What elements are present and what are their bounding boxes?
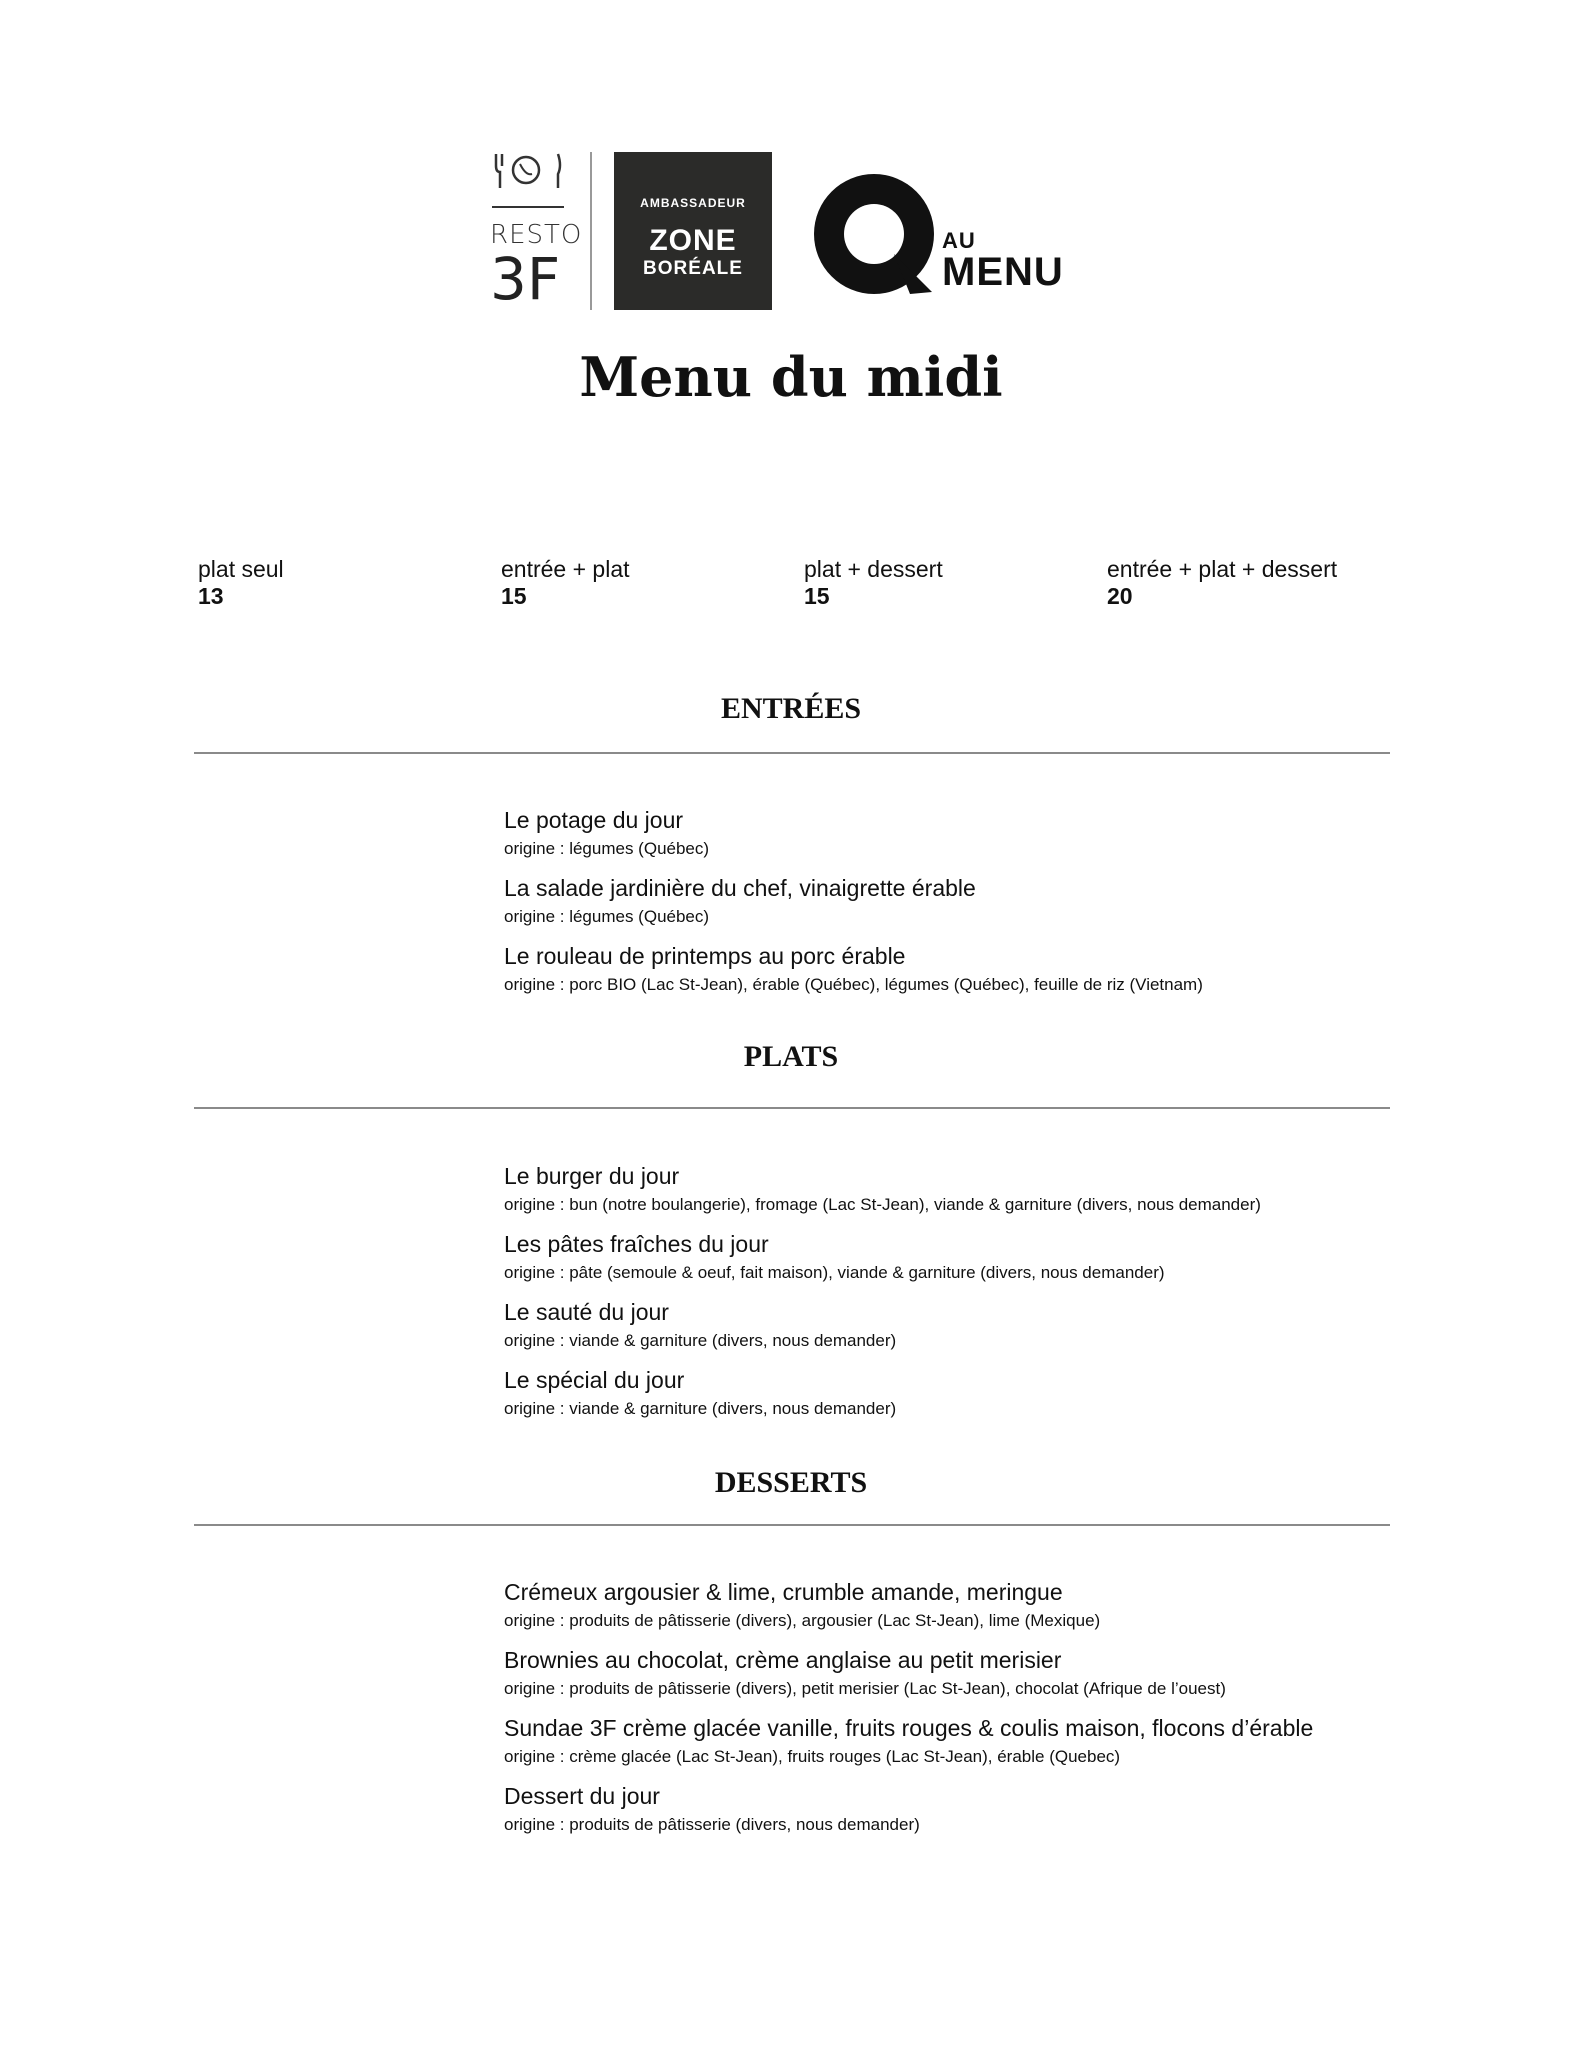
menu-item bbox=[504, 942, 1504, 1010]
menu-item bbox=[504, 1366, 1504, 1434]
menu-item-origin: origine : bun (notre boulangerie), fromage (Lac St-Jean), viande & garniture (divers, nous demander) bbox=[504, 1195, 1261, 1214]
menu-item-origin: origine : produits de pâtisserie (divers), petit merisier (Lac St-Jean), chocolat (Afrique de l’ouest) bbox=[504, 1679, 1226, 1698]
section-title-plats: PLATS bbox=[743, 1040, 839, 1073]
menu-item-name: Le sauté du jour bbox=[504, 1299, 669, 1325]
price-option-value: 15 bbox=[804, 583, 830, 609]
page-title: Menu du midi bbox=[579, 345, 1003, 409]
menu-item bbox=[504, 1646, 1504, 1714]
au-menu-logo bbox=[942, 230, 1064, 292]
price-option-value: 20 bbox=[1107, 583, 1133, 609]
cutlery-icon bbox=[492, 152, 566, 192]
section-items-plats bbox=[504, 1162, 1504, 1434]
menu-item bbox=[504, 1714, 1504, 1782]
section-divider bbox=[194, 752, 1390, 754]
zone-text: ZONE bbox=[649, 224, 737, 257]
price-option-label: entrée + plat bbox=[501, 556, 630, 582]
section-divider bbox=[194, 1107, 1390, 1109]
menu-item bbox=[504, 1782, 1504, 1850]
price-option-label: entrée + plat + dessert bbox=[1107, 556, 1338, 582]
menu-item-origin: origine : viande & garniture (divers, nous demander) bbox=[504, 1399, 897, 1418]
menu-item-name: La salade jardinière du chef, vinaigrette érable bbox=[504, 875, 976, 901]
zone-ambassadeur-text: AMBASSADEUR bbox=[640, 196, 746, 210]
resto-logo-rule bbox=[492, 206, 564, 208]
section-items-entrees bbox=[504, 806, 1504, 1010]
resto-word: RESTO bbox=[490, 220, 583, 250]
resto-3f-logo bbox=[490, 150, 583, 313]
aliments-du-quebec-logo bbox=[810, 170, 938, 298]
menu-item-origin: origine : crème glacée (Lac St-Jean), fruits rouges (Lac St-Jean), érable (Quebec) bbox=[504, 1747, 1121, 1766]
logo-divider bbox=[590, 152, 592, 310]
au-text: AU bbox=[942, 228, 976, 253]
price-option bbox=[804, 556, 943, 610]
menu-item-origin: origine : pâte (semoule & oeuf, fait maison), viande & garniture (divers, nous demander) bbox=[504, 1263, 1165, 1282]
section-items-desserts bbox=[504, 1578, 1504, 1850]
menu-item-name: Brownies au chocolat, crème anglaise au petit merisier bbox=[504, 1647, 1062, 1673]
menu-item-origin: origine : produits de pâtisserie (divers), argousier (Lac St-Jean), lime (Mexique) bbox=[504, 1611, 1101, 1630]
logo-bar bbox=[490, 150, 1070, 312]
section-title-entrees: ENTRÉES bbox=[720, 692, 862, 725]
price-option-value: 15 bbox=[501, 583, 527, 609]
menu-item-origin: origine : produits de pâtisserie (divers, nous demander) bbox=[504, 1815, 920, 1834]
menu-item-name: Le potage du jour bbox=[504, 807, 684, 833]
menu-item bbox=[504, 1298, 1504, 1366]
price-option-label: plat seul bbox=[198, 556, 284, 582]
menu-item-name: Sundae 3F crème glacée vanille, fruits rouges & coulis maison, flocons d’érable bbox=[504, 1715, 1314, 1741]
section-divider bbox=[194, 1524, 1390, 1526]
menu-text: MENU bbox=[942, 250, 1064, 294]
price-option-value: 13 bbox=[198, 583, 224, 609]
resto-3f-mark: 3F bbox=[490, 245, 561, 313]
price-option bbox=[1107, 556, 1337, 610]
menu-item-name: Le burger du jour bbox=[504, 1163, 680, 1189]
menu-item-origin: origine : légumes (Québec) bbox=[504, 907, 710, 926]
menu-item-name: Le spécial du jour bbox=[504, 1367, 685, 1393]
menu-item-name: Les pâtes fraîches du jour bbox=[504, 1231, 769, 1257]
zone-boreale-logo bbox=[614, 152, 772, 310]
price-option-label: plat + dessert bbox=[804, 556, 943, 582]
menu-item bbox=[504, 1230, 1504, 1298]
price-options bbox=[198, 556, 1398, 616]
price-option bbox=[198, 556, 284, 610]
menu-item bbox=[504, 1162, 1504, 1230]
menu-item-name: Le rouleau de printemps au porc érable bbox=[504, 943, 906, 969]
menu-item-origin: origine : viande & garniture (divers, nous demander) bbox=[504, 1331, 897, 1350]
menu-item-name: Dessert du jour bbox=[504, 1783, 660, 1809]
menu-item bbox=[504, 1578, 1504, 1646]
menu-item-name: Crémeux argousier & lime, crumble amande, meringue bbox=[504, 1579, 1063, 1605]
menu-item bbox=[504, 806, 1504, 874]
menu-item bbox=[504, 874, 1504, 942]
menu-item-origin: origine : légumes (Québec) bbox=[504, 839, 710, 858]
menu-item-origin: origine : porc BIO (Lac St-Jean), érable (Québec), légumes (Québec), feuille de riz (Vietnam) bbox=[504, 975, 1203, 994]
section-title-desserts: DESSERTS bbox=[714, 1466, 868, 1499]
price-option bbox=[501, 556, 630, 610]
boreale-text: BORÉALE bbox=[643, 258, 743, 279]
